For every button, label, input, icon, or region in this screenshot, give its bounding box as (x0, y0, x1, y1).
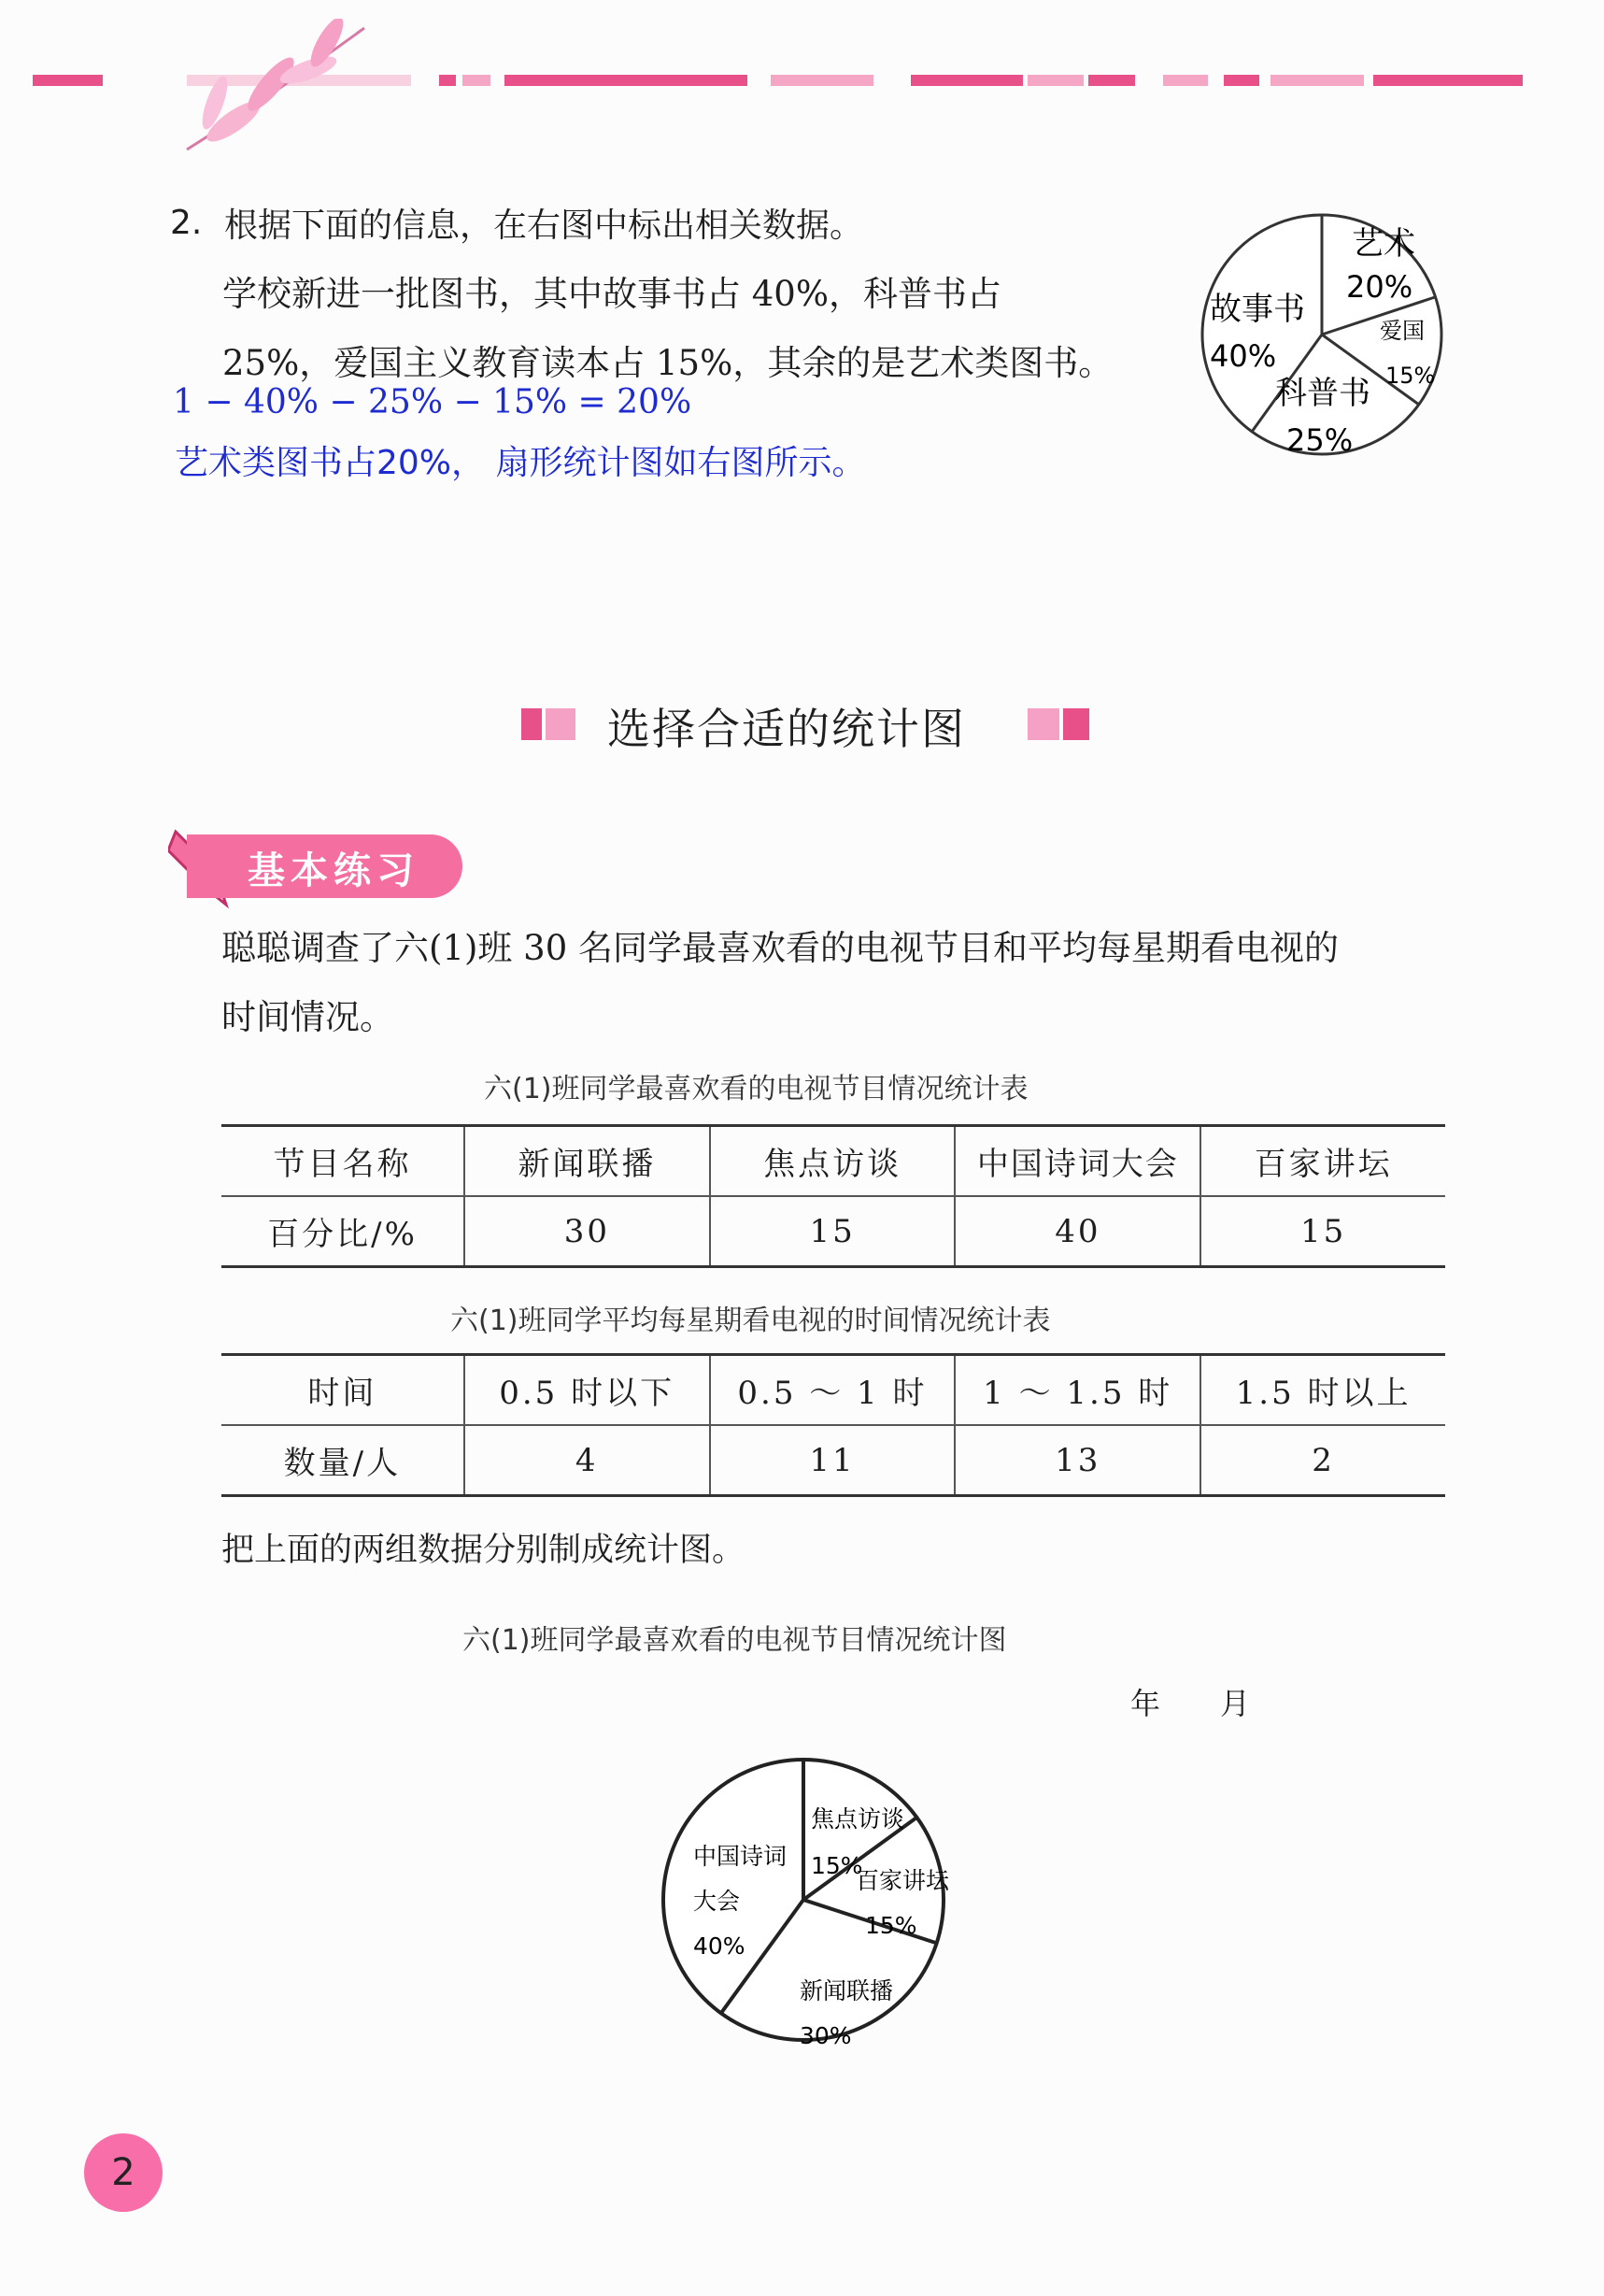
table-cell: 焦点访谈 (710, 1126, 956, 1197)
intro-line2: 时间情况。 (221, 997, 394, 1037)
section-title-deco-left (521, 708, 577, 740)
pie-label-patriotic: 爱国 (1380, 318, 1425, 344)
question-number: 2. (170, 204, 203, 242)
slice-value: 30% (800, 2022, 852, 2049)
table-cell: 4 (464, 1425, 710, 1496)
instruction-text: 把上面的两组数据分别制成统计图。 (221, 1532, 745, 1569)
answer-line1: 1 − 40% − 25% − 15% = 20% (173, 383, 692, 421)
question-text-line1: 学校新进一批图书，其中故事书占 40%，科普书占 (222, 274, 1001, 314)
book-pie-chart (1172, 196, 1471, 477)
table-cell: 1 ～ 1.5 时 (955, 1355, 1200, 1426)
slice-label: 新闻联播 (800, 1977, 894, 2004)
table-cell: 中国诗词大会 (955, 1126, 1200, 1197)
table-cell: 11 (710, 1425, 956, 1496)
table-cell: 百家讲坛 (1200, 1126, 1445, 1197)
slice-value: 15% (865, 1912, 917, 1939)
slice-value: 40% (693, 1932, 745, 1960)
pie-label-art: 艺术 (1352, 225, 1415, 263)
slice-label: 大会 (693, 1888, 741, 1915)
chart-title: 六(1)班同学最喜欢看的电视节目情况统计图 (462, 1624, 1007, 1657)
slice-label: 焦点访谈 (811, 1805, 905, 1833)
tv-time-table (221, 1353, 1445, 1497)
table-header-row (221, 1355, 1445, 1426)
table-cell: 节目名称 (221, 1126, 464, 1197)
page-number: 2 (84, 2133, 163, 2212)
table-cell: 时间 (221, 1355, 464, 1426)
table-cell: 0.5 时以下 (464, 1355, 710, 1426)
section-title: 选择合适的统计图 (607, 704, 966, 754)
slice-label: 中国诗词 (693, 1843, 788, 1870)
tv-program-table (221, 1124, 1445, 1268)
table-cell: 30 (464, 1196, 710, 1267)
table-cell: 1.5 时以上 (1200, 1355, 1445, 1426)
table-cell: 0.5 ～ 1 时 (710, 1355, 956, 1426)
slice-label: 百家讲坛 (856, 1867, 950, 1894)
table-cell: 2 (1200, 1425, 1445, 1496)
pie-value-story: 40% (1210, 338, 1277, 374)
table-row (221, 1425, 1445, 1496)
table-cell: 新闻联播 (464, 1126, 710, 1197)
pie-value-science: 25% (1286, 422, 1354, 458)
tv-program-pie-chart (626, 1724, 1009, 2061)
leaf-illustration (177, 19, 383, 159)
table1-title: 六(1)班同学最喜欢看的电视节目情况统计表 (484, 1073, 1029, 1105)
answer-line2: 艺术类图书占20%， 扇形统计图如右图所示。 (175, 444, 866, 482)
table-cell: 15 (710, 1196, 956, 1267)
table-cell: 15 (1200, 1196, 1445, 1267)
section-title-deco-right (1028, 708, 1093, 740)
table-cell: 13 (955, 1425, 1200, 1496)
practice-banner-label: 基本练习 (248, 849, 419, 892)
date-label: 年 月 (1130, 1686, 1251, 1721)
pie-value-art: 20% (1346, 269, 1413, 305)
pie-label-story: 故事书 (1210, 291, 1305, 328)
table-cell: 百分比/% (221, 1196, 464, 1267)
table-header-row (221, 1126, 1445, 1197)
intro-line1: 聪聪调查了六(1)班 30 名同学最喜欢看的电视节目和平均每星期看电视的 (221, 928, 1340, 968)
pie-label-science: 科普书 (1275, 375, 1370, 412)
table-row (221, 1196, 1445, 1267)
table-cell: 数量/人 (221, 1425, 464, 1496)
table2-title: 六(1)班同学平均每星期看电视的时间情况统计表 (450, 1305, 1051, 1337)
question-text-line2: 25%，爱国主义教育读本占 15%，其余的是艺术类图书。 (222, 343, 1114, 383)
slice-value: 15% (811, 1852, 863, 1879)
table-cell: 40 (955, 1196, 1200, 1267)
question-prompt: 根据下面的信息，在右图中标出相关数据。 (224, 207, 864, 245)
pie-value-patriotic: 15% (1385, 363, 1436, 389)
